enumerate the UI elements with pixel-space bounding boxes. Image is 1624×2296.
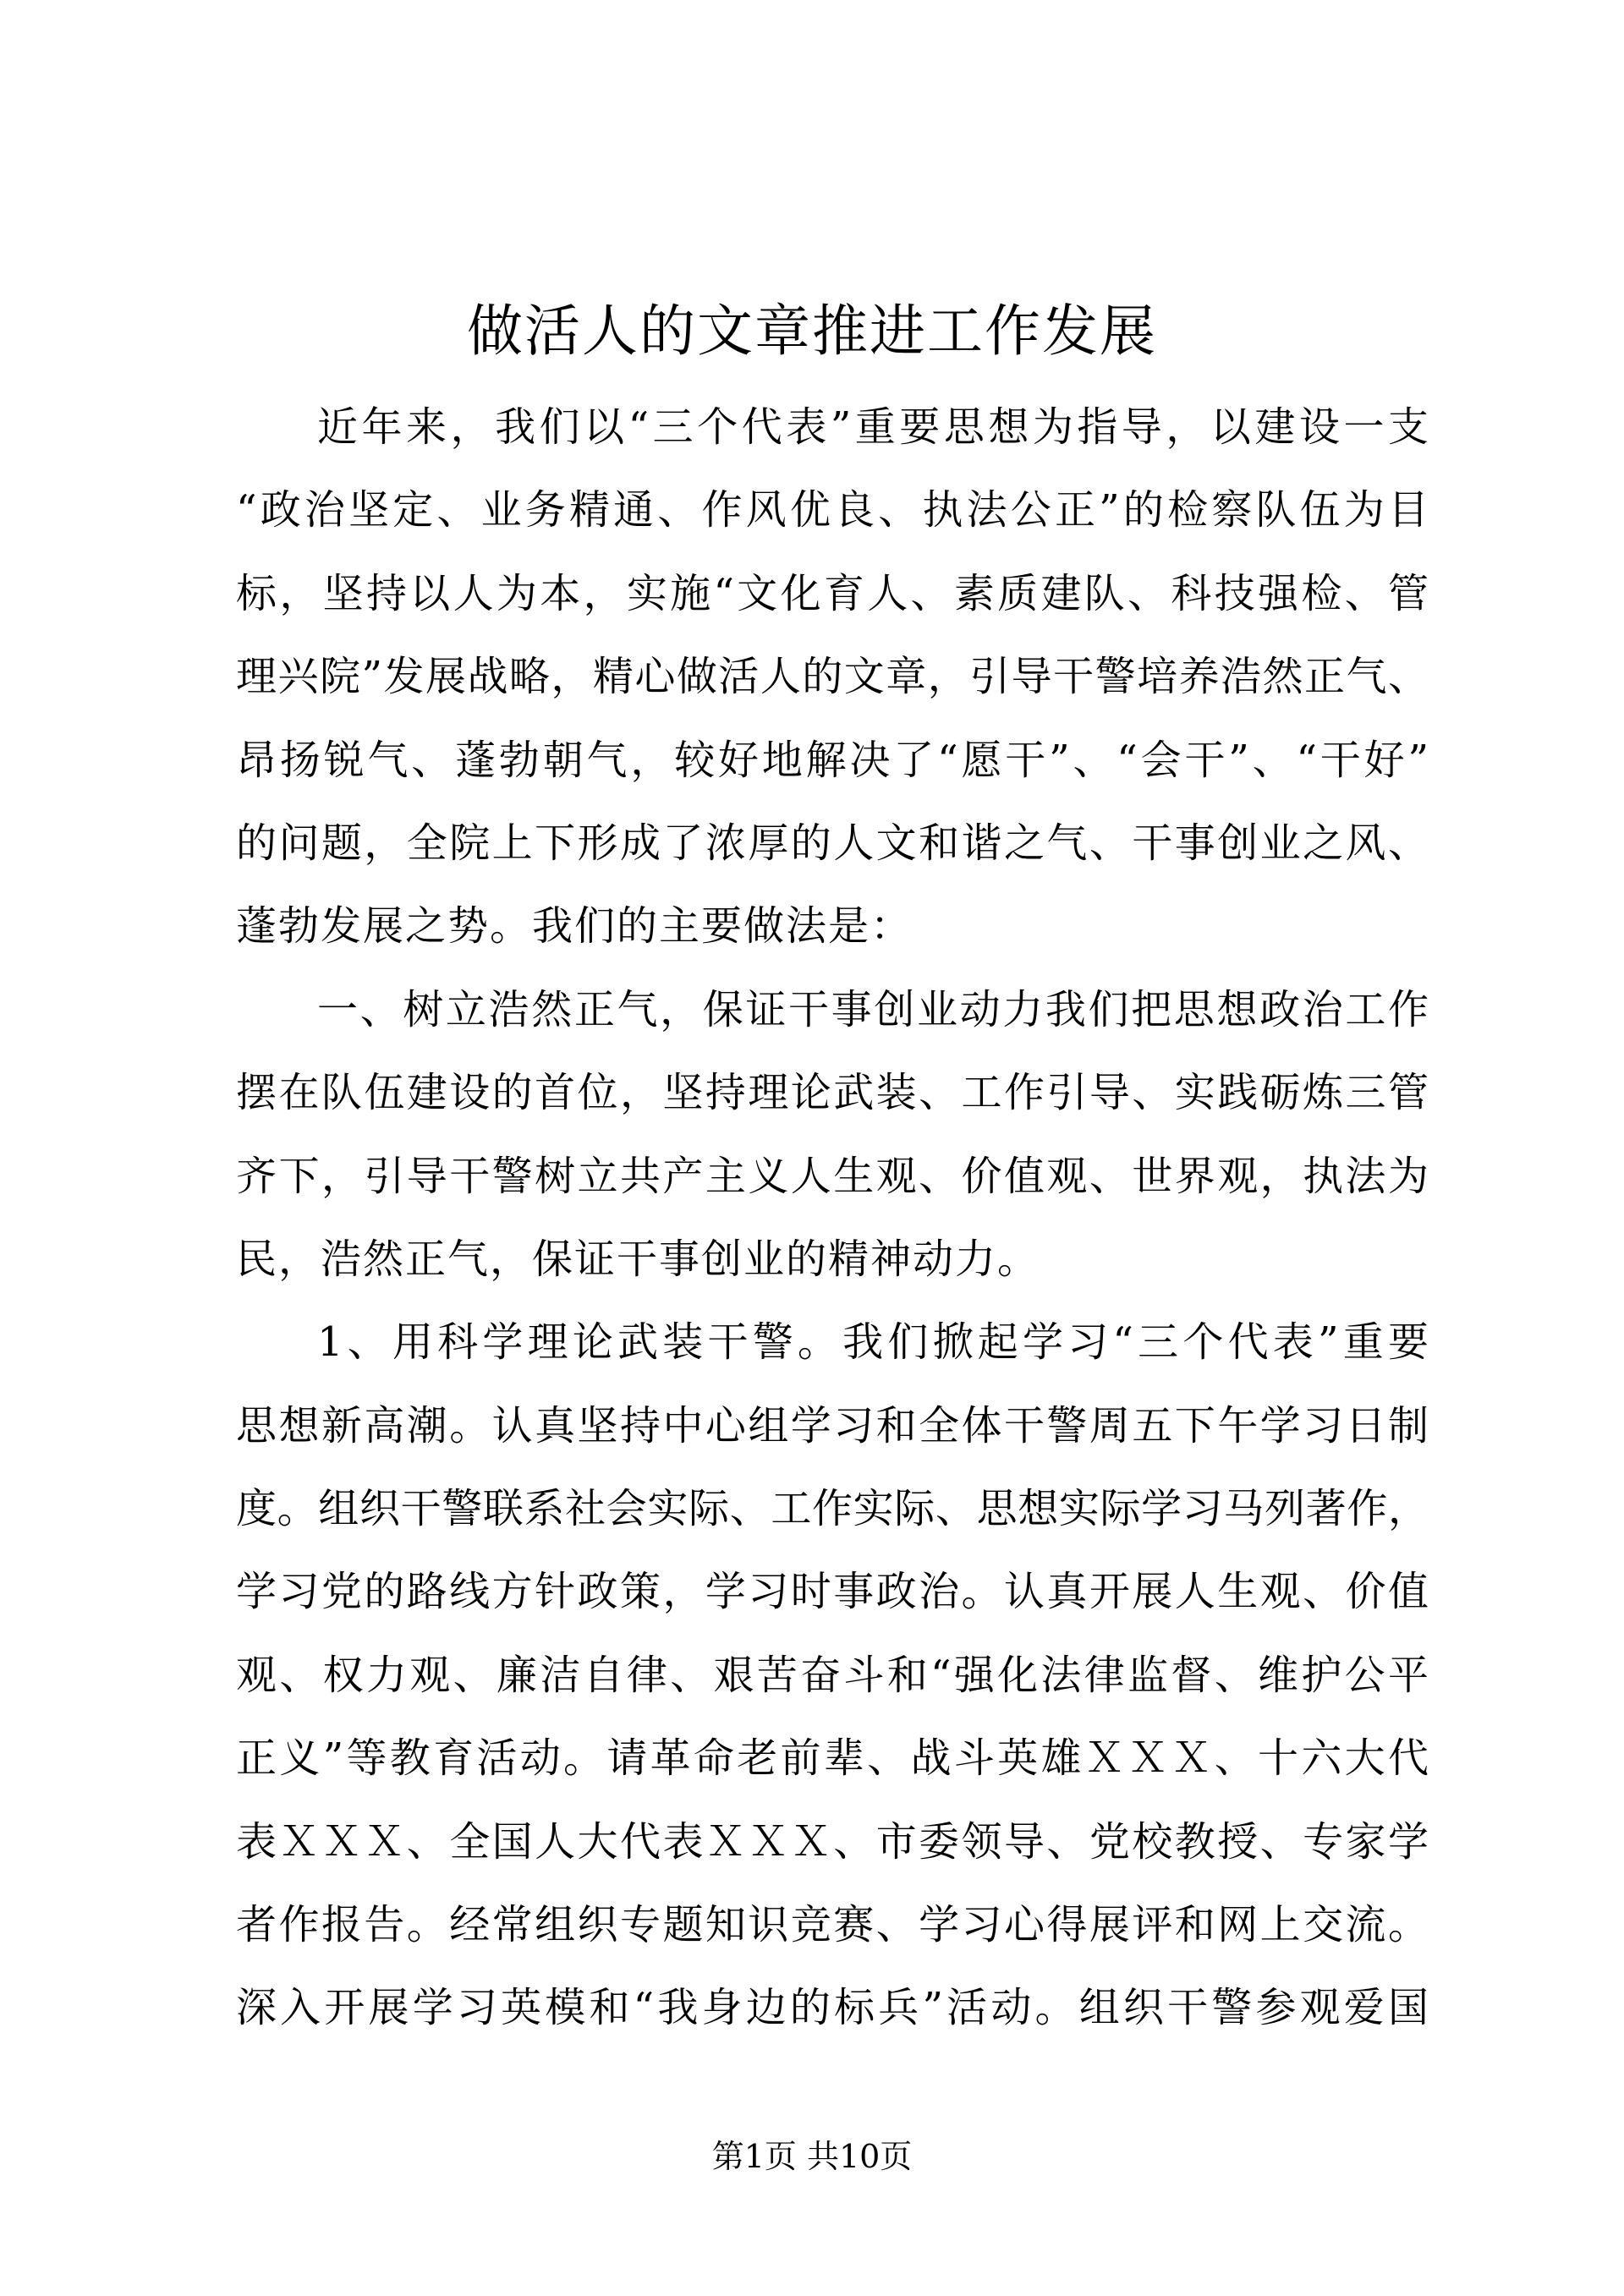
paragraph-line: 学习党的路线方针政策，学习时事政治。认真开展人生观、价值: [236, 1568, 1429, 1616]
paragraph-line: 正义”等教育活动。请革命老前辈、战斗英雄ＸＸＸ、十六大代: [236, 1734, 1429, 1783]
paragraph: [236, 968, 1429, 1301]
paragraph-line: 1、用科学理论武装干警。我们掀起学习“三个代表”重要: [317, 1318, 1429, 1367]
paragraph-line: 一、树立浩然正气，保证干事创业动力我们把思想政治工作: [317, 985, 1429, 1033]
paragraph-line: 民，浩然正气，保证干事创业的精神动力。: [236, 1235, 1040, 1283]
paragraph: [236, 1301, 1429, 2050]
paragraph-line: 深入开展学习英模和“我身边的标兵”活动。组织干警参观爱国: [236, 1984, 1429, 2032]
document-title: 做活人的文章推进工作发展: [467, 299, 1157, 364]
paragraph-line: 观、权力观、廉洁自律、艰苦奋斗和“强化法律监督、维护公平: [236, 1651, 1429, 1699]
paragraph-line: 理兴院”发展战略，精心做活人的文章，引导干警培养浩然正气、: [236, 653, 1429, 701]
paragraph-line: 表ＸＸＸ、全国人大代表ＸＸＸ、市委领导、党校教授、专家学: [236, 1817, 1429, 1866]
paragraph-line: 的问题，全院上下形成了浓厚的人文和谐之气、干事创业之风、: [236, 819, 1429, 867]
paragraph-line: 蓬勃发展之势。我们的主要做法是：: [236, 902, 914, 951]
paragraph-line: 摆在队伍建设的首位，坚持理论武装、工作引导、实践砺炼三管: [236, 1069, 1429, 1117]
paragraph-line: 标，坚持以人为本，实施“文化育人、素质建队、科技强检、管: [236, 569, 1429, 617]
document-body: [236, 386, 1429, 2050]
page-number-footer: 第1页 共10页: [711, 2138, 913, 2175]
paragraph-line: 度。组织干警联系社会实际、工作实际、思想实际学习马列著作，: [236, 1485, 1429, 1533]
paragraph-line: 齐下，引导干警树立共产主义人生观、价值观、世界观，执法为: [236, 1152, 1429, 1200]
paragraph-line: 者作报告。经常组织专题知识竞赛、学习心得展评和网上交流。: [236, 1901, 1429, 1949]
paragraph-line: 思想新高潮。认真坚持中心组学习和全体干警周五下午学习日制: [236, 1401, 1429, 1449]
paragraph-line: “政治坚定、业务精通、作风优良、执法公正”的检察队伍为目: [236, 486, 1429, 534]
paragraph: [236, 386, 1429, 968]
paragraph-line: 昂扬锐气、蓬勃朝气，较好地解决了“愿干”、“会干”、“干好”: [236, 736, 1429, 784]
paragraph-line: 近年来，我们以“三个代表”重要思想为指导，以建设一支: [317, 403, 1429, 451]
